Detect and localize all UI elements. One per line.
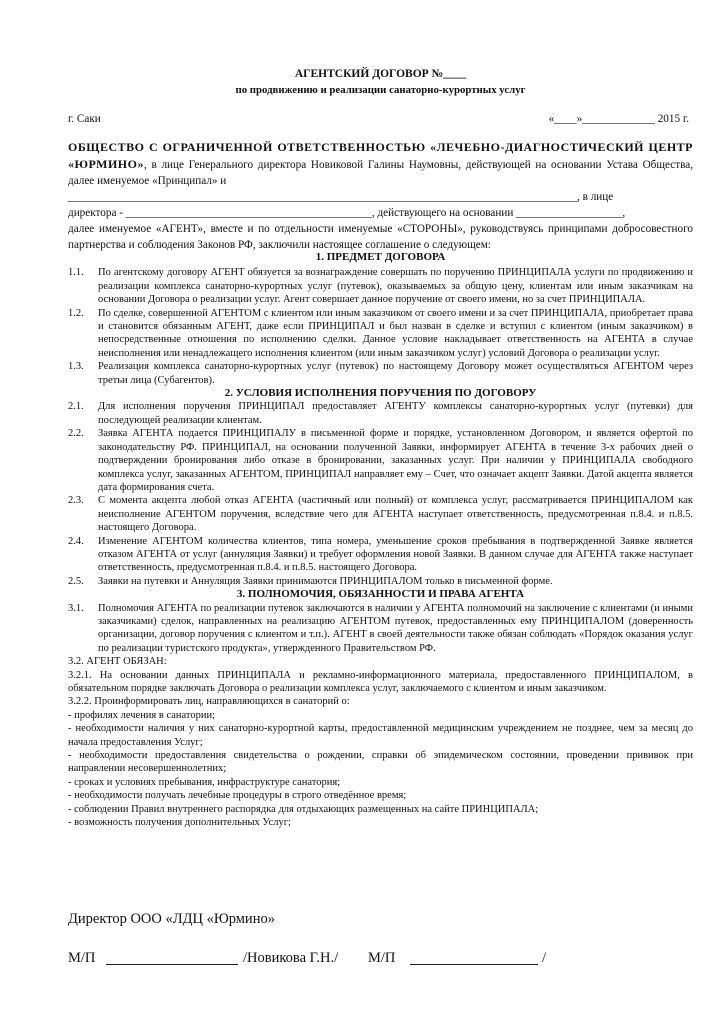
preamble-text: , в лице Генерального директора Новиковой Галины Наумовны, действующей на основании Устава Общества, далее именуемое «Принципал» и — [68, 159, 693, 187]
clause: 1.3. Реализация комплекса санаторно-курортных услуг (путевок) по настоящему Договору может осуществляться АГЕНТОМ через третьи лица (Субагентов). — [68, 361, 693, 386]
signatory-name: /Новикова Г.Н./ — [243, 950, 339, 966]
agent-director-line: директора - ____________________________________________, действующего на основании ___________________, — [68, 207, 626, 219]
city: г. Саки — [68, 113, 101, 125]
agent-name-line: ___________________________________________________________________________________________, в лице — [68, 191, 614, 203]
seal-mark-2: М/П — [368, 950, 396, 966]
signature-line-2 — [410, 950, 538, 965]
clause: 2.2. Заявка АГЕНТА подается ПРИНЦИПАЛУ в письменной форме и порядке, установленном Договором, и является офертой по законодательству РФ. ПРИНЦИПАЛ, на основании полученной Заявки, информирует АГЕНТА в течение 3-х рабочих дней о подтверждении бронирования либо отказе в бронировании, заказанных услуг. При наличии у ПРИНЦИПАЛА свободного комплекса услуг, заказанных АГЕНТОМ, ПРИНЦИПАЛ направляет ему – Счет, что означает акцепт Заявки. Датой акцепта является дата формирования счета. — [68, 428, 693, 493]
bullet-item: - необходимости предоставления свидетельства о рождении, справки об эпидемическом состоянии, проведении прививок при направлении несовершеннолетних; — [68, 750, 693, 775]
clause: 1.2. По сделке, совершенной АГЕНТОМ с клиентом или иным заказчиком от своего имени и за счет ПРИНЦИПАЛА, приобретает права и становится обязанным АГЕНТ, даже если ПРИНЦИПАЛ и был назван в сделке и вступил с клиентом (иным заказчиком) в непосредственные отношения по исполнению сделки. Данное условие накладывает ответственность на АГЕНТА в случае неисполнения или ненадлежащего исполнения клиентом (или иным заказчиком услуг) условий Договора о реализации услуг. — [68, 307, 693, 359]
clause: 3.1. Полномочия АГЕНТА по реализации путевок заключаются в наличии у АГЕНТА полномочий на заключение с клиентами (и иными заказчиками) сделок, направленных на реализацию АГЕНТОМ путевок, предоставленных ему ПРИНЦИПАЛОМ (доверенность организации, договор поручения с клиентом и т.п.). АГЕНТ в своей деятельности также обязан соблюдать «Порядок оказания услуг по реализации туристского продукта», утвержденного Правительством РФ. — [68, 602, 693, 654]
document-title: АГЕНТСКИЙ ДОГОВОР №____ — [294, 68, 467, 80]
section-2-heading: 2. УСЛОВИЯ ИСПОЛНЕНИЯ ПОРУЧЕНИЯ ПО ДОГОВОРУ — [224, 387, 537, 400]
document-subtitle: по продвижению и реализации санаторно-курортных услуг — [235, 84, 526, 96]
clause: 1.1. По агентскому договору АГЕНТ обязуется за вознаграждение совершать по поручению ПРИНЦИПАЛА услуги по продвижению и реализации комплекса санаторно-курортных услуг (путевок), оказываемых за общую цену, клиентам или иным заказчикам на основании Договора о реализации услуг. Агент совершает данное поручение от своего имени, но за счет ПРИНЦИПАЛА. — [68, 267, 693, 306]
clause: 2.3. С момента акцепта любой отказ АГЕНТА (частичный или полный) от комплекса услуг, рассматривается ПРИНЦИПАЛОМ как неисполнение АГЕНТОМ поручения, вследствие чего для АГЕНТА наступает ответственность, предусмотренная п.8.4. и п.8.5. настоящего Договора. — [68, 495, 693, 534]
clause: 2.1. Для исполнения поручения ПРИНЦИПАЛ предоставляет АГЕНТУ комплексы санаторно-курортных услуг (путевки) для последующей реализации клиентам. — [68, 401, 693, 426]
section-1 — [68, 251, 693, 829]
section-1-heading: 1. ПРЕДМЕТ ДОГОВОРА — [315, 251, 446, 263]
city-date-line — [68, 113, 689, 125]
seal-mark-1: М/П — [68, 950, 96, 966]
director-signature-title: Директор ООО «ЛДЦ «Юрмино» — [68, 911, 275, 927]
bullet-item: - возможность получения дополнительных Услуг; — [68, 817, 291, 829]
signature-line-1 — [106, 950, 238, 965]
bullet-item: - сроках и условиях пребывания, инфраструктуре санатория; — [68, 776, 341, 788]
company-name: ОБЩЕСТВО С ОГРАНИЧЕННОЙ ОТВЕТСТВЕННОСТЬЮ «ЛЕЧЕБНО-ДИАГНОСТИЧЕСКИЙ ЦЕНТР «ЮРМИНО» — [68, 140, 693, 171]
contract-date: «____»_____________ 2015 г. — [548, 113, 689, 125]
clause: 2.4. Изменение АГЕНТОМ количества клиентов, типа номера, уменьшение сроков пребывания в подтвержденной Заявке является отказом АГЕНТА от услуг (аннуляция Заявки) и требует оформления новой Заявки. В данном случае для АГЕНТА также наступает ответственность, предусмотренная п.8.4. и п.8.5. настоящего Договора. — [68, 535, 693, 574]
clause-3-2-2: 3.2.2. Проинформировать лиц, направляющихся в санаторий о: — [68, 696, 350, 708]
clause: 2.5. Заявки на путевки и Аннуляция Заявки принимаются ПРИНЦИПАЛОМ только в письменной форме. — [68, 575, 553, 587]
signature-slash: / — [542, 950, 547, 966]
bullet-item: - необходимости получать лечебные процедуры в строго отведённое время; — [68, 790, 407, 802]
bullet-item: - профилях лечения в санатории; — [68, 709, 216, 721]
bullet-item: - соблюдении Правил внутреннего распорядка для отдыхающих размещенных на сайте ПРИНЦИПАЛА; — [68, 803, 539, 815]
clause-3-2: 3.2. АГЕНТ ОБЯЗАН: — [68, 656, 167, 668]
section-3-heading: 3. ПОЛНОМОЧИЯ, ОБЯЗАННОСТИ И ПРАВА АГЕНТА — [236, 588, 525, 601]
bullet-item: - необходимости наличия у них санаторно-курортной карты, предоставленной медицинским учреждением не позднее, чем за месяц до начала предоставления Услуг; — [68, 723, 693, 748]
preamble — [68, 139, 693, 253]
clause-3-2-1: 3.2.1. На основании данных ПРИНЦИПАЛА и рекламно-информационного материала, предоставленного ПРИНЦИПАЛОМ, в обязательном порядке заключать Договора о реализации комплекса услуг, заключаемого с клиентом и иным заказчиком. — [68, 669, 693, 694]
preamble-end: далее именуемое «АГЕНТ», вместе и по отдельности именуемые «СТОРОНЫ», руководствуясь принципами добросовестного партнерства и соблюдения Законов РФ, заключили настоящее соглашение о следующем: — [68, 223, 693, 251]
